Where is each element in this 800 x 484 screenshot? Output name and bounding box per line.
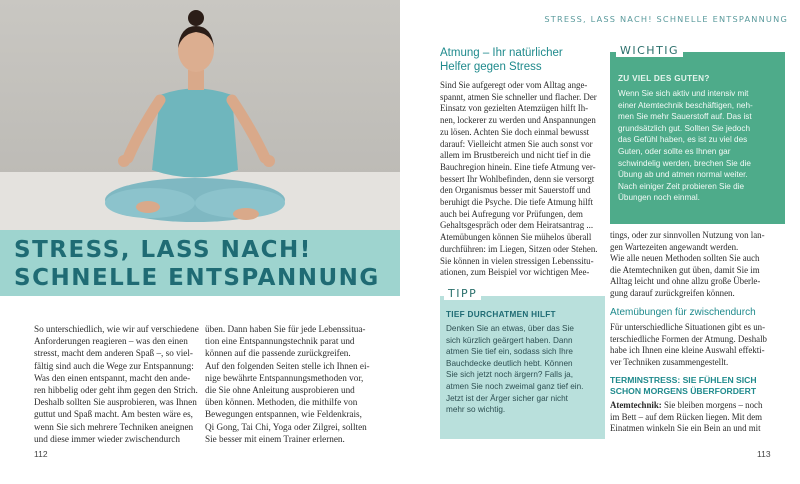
headline-line-1: STRESS, LASS NACH!: [14, 237, 312, 263]
text-line: Guten, oder sollte es Ihnen gar: [618, 146, 731, 156]
text-line: zu lösen. Achten Sie doch einmal bewusst: [440, 126, 590, 137]
text-line: Gehaltsgespräch oder dem Heiratsantrag ...: [440, 220, 594, 231]
text-line: Alltag leicht und ohne allzu große Überle-: [610, 276, 761, 287]
text-line: Für unterschiedliche Situationen gibt es un-: [610, 322, 766, 332]
text-line: grundsätzlich gut. Sollten Sie jedoch: [618, 123, 750, 133]
section-title-line: Atmung – Ihr natürlicher: [440, 47, 563, 59]
text-line: ver Techniken zusammengestellt.: [610, 356, 729, 367]
text-line: den Organismus besser mit Sauerstoff und: [440, 185, 591, 196]
text-line: terschiedliche Formen der Atmung. Deshalb: [610, 333, 767, 344]
text-line: nen, lockerer zu werden und Anspannungen: [440, 115, 596, 126]
text-line: üben können. Methoden, die mithilfe von: [205, 397, 358, 408]
text-line: Einatmen winkeln Sie ein Bein an und mit: [610, 423, 761, 434]
text-line: atmen Sie noch zweimal ganz tief ein.: [446, 381, 584, 391]
wichtig-heading: ZU VIEL DES GUTEN?: [618, 74, 710, 83]
text-line: Wenn Sie sich aktiv und intensiv mit: [618, 89, 749, 98]
headline-band: [0, 230, 400, 296]
text-line: Atemübungen können Sie mühelos überall: [440, 232, 592, 243]
text-line: allem im Brustbereich und nicht tief in die: [440, 150, 591, 161]
meditating-woman-photo: [0, 0, 400, 230]
section-title-line: Helfer gegen Stress: [440, 61, 542, 73]
text-line: Was den einen entspannt, macht den ande-: [34, 372, 191, 383]
text-line: darauf: Vielleicht atmen Sie auch sonst vor: [440, 138, 593, 149]
left-column-2: [205, 323, 385, 445]
text-line: mehr so wichtig.: [446, 405, 506, 415]
left-column-1: [34, 323, 204, 445]
text-line: gung darauf zurückgreifen können.: [610, 287, 735, 298]
text-line: Bauchregion hinein. Eine tiefe Atmung ver-: [440, 161, 596, 172]
heading-line: TERMINSTRESS: SIE FÜHLEN SICH: [610, 375, 757, 385]
atemtechnik-lead: Atemtechnik:: [610, 400, 662, 410]
text-line: ren hibbelig oder geht ihm gegen den Strich.: [34, 385, 198, 396]
text-line: auch bei Aufregung vor Prüfungen, dem: [440, 208, 583, 219]
text-line: stresst, macht dem anderen Spaß –, so viel-: [34, 348, 193, 359]
section-title: [440, 46, 610, 74]
text-line: sich kürzlich geärgert haben. Dann: [446, 335, 573, 345]
text-line: die Atemtechniken gut üben, damit Sie im: [610, 264, 760, 275]
text-line: atmen Sie tief ein, sodass sich Ihre: [446, 347, 573, 357]
text-line: Übungen noch einmal.: [618, 193, 700, 203]
terminstress-heading: [610, 375, 757, 397]
subsection-title: Atemübungen für zwischendurch: [610, 307, 756, 318]
text-line: Sie können in vielen stressigen Lebenssitu-: [440, 255, 594, 266]
text-line: Wie alle neuen Methoden sollten Sie auch: [610, 253, 760, 264]
text-line: Jetzt ist der Ärger sicher gar nicht: [446, 393, 568, 403]
running-head: STRESS, LASS NACH! SCHNELLE ENTSPANNUNG: [544, 14, 788, 24]
text-line: bessert Ihr Wohlbefinden, denn sie versorgt: [440, 173, 595, 184]
text-line: ationen, zum Beispiel vor wichtigen Mee-: [440, 267, 590, 278]
tipp-text: [446, 323, 604, 416]
text-line: Anforderungen reagieren – was den einen: [34, 336, 188, 347]
text-line: und diese immer wieder zwischendurch: [34, 433, 180, 444]
wichtig-label: WICHTIG: [616, 44, 683, 57]
text-line: spannt, atmen Sie schneller und flacher. Der: [440, 91, 597, 102]
text-line: die Sie ohne Anleitung ausprobieren und: [205, 385, 355, 396]
text-line: nige bewährte Entspannungsmethoden vor,: [205, 372, 364, 383]
text-line: guttut und Spaß macht. Am besten wäre es,: [34, 409, 193, 420]
text-line: Sie sich jetzt noch ärgern? Falls ja,: [446, 370, 573, 380]
text-line: gen Wartezeiten angewandt werden.: [610, 241, 739, 252]
text-line: Qi Gong, Tai Chi, Yoga oder Zilgrei, sollten: [205, 421, 367, 432]
text-line: Deshalb sollten Sie ausprobieren, was Ihnen: [34, 397, 197, 408]
text-line: tion eine Entspannungstechnik parat und: [205, 336, 355, 347]
text-line: wenn Sie sich mehrere Techniken aneignen: [34, 421, 194, 432]
text-line: Einsatz von gezielten Atemzügen hilft Ih-: [440, 103, 589, 114]
right-column-2-mid: [610, 322, 788, 368]
tipp-label: TIPP: [444, 287, 481, 300]
wichtig-text: [618, 88, 783, 204]
text-line: Sie besser mit einem Trainer erlernen.: [205, 433, 345, 444]
text-line: Auf den folgenden Seiten stelle ich Ihnen ei-: [205, 360, 370, 371]
text-line: Nach einiger Zeit probieren Sie die: [618, 181, 745, 191]
text-line: das Gefühl haben, es ist zu viel des: [618, 135, 748, 145]
text-line: Sind Sie aufgeregt oder vom Alltag ange-: [440, 80, 588, 90]
page-number-right: 113: [757, 449, 771, 459]
wichtig-box: [610, 52, 785, 224]
text-line: im Bett – auf dem Rücken liegen. Mit dem: [610, 411, 763, 422]
right-column-2-bottom: [610, 400, 788, 435]
text-line: Bauchdecke deutlich hebt. Können: [446, 358, 573, 368]
tipp-heading: TIEF DURCHATMEN HILFT: [446, 310, 556, 319]
text-line: einer Atemtechnik beschäftigen, neh-: [618, 100, 753, 110]
text-line: üben. Dann haben Sie für jede Lebenssitua-: [205, 324, 366, 334]
text-line: men Sie mehr Sauerstoff auf. Das ist: [618, 112, 752, 122]
text-line: Denken Sie an etwas, über das Sie: [446, 324, 574, 333]
text-line: fältig sind auch die Wege zur Entspannung:: [34, 360, 194, 371]
text-line: durchführen: im Liegen, Sitzen oder Stehen.: [440, 243, 598, 254]
text-line: Übung ab und atmen normal weiter.: [618, 170, 748, 180]
text-line: schwindelig werden, brechen Sie die: [618, 158, 751, 168]
text-line: Bewegungen entspannen, wie Feldenkrais,: [205, 409, 362, 420]
heading-line: SCHON MORGENS ÜBERFORDERT: [610, 386, 757, 396]
right-column-2-top: [610, 230, 788, 300]
text-line: können auf die passende zurückgreifen.: [205, 348, 351, 359]
page-number-left: 112: [34, 449, 48, 459]
text-line: So unterschiedlich, wie wir auf verschiedene: [34, 324, 199, 334]
text-line: beruhigt die Psyche. Die tiefe Atmung hilft: [440, 197, 594, 208]
photo-illustration: [0, 0, 400, 230]
headline-line-2: SCHNELLE ENTSPANNUNG: [14, 265, 380, 291]
tipp-box: [440, 296, 605, 439]
text-line: habe ich Ihnen eine kleine Auswahl effekti-: [610, 345, 765, 356]
text-run: Sie bleiben morgens – noch: [661, 400, 763, 410]
text-line: tings, oder zur sinnvollen Nutzung von lan-: [610, 230, 765, 240]
right-page: [400, 0, 800, 484]
text-line: [610, 400, 788, 412]
right-column-1: [440, 80, 608, 279]
